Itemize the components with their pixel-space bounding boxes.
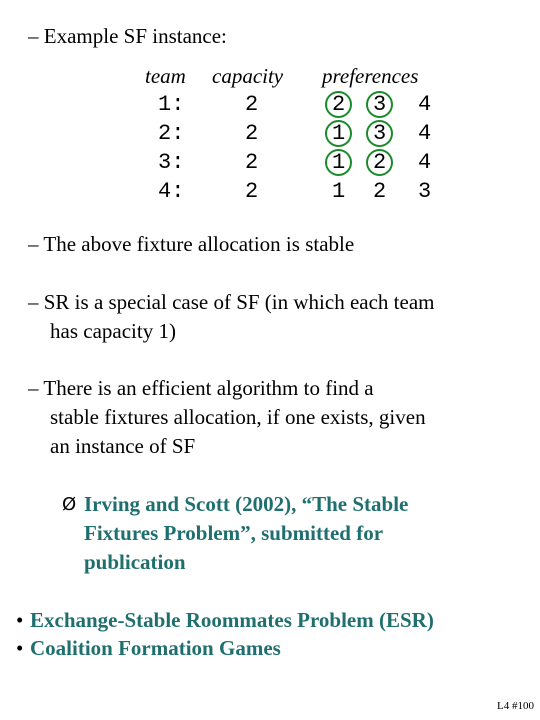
reference-line: publication (84, 550, 186, 574)
team-label: 1: (158, 92, 185, 117)
allocation-circle (325, 91, 352, 118)
point-line: stable fixtures allocation, if one exists, given (50, 405, 426, 429)
topic-esr: Exchange-Stable Roommates Problem (ESR) (30, 608, 434, 632)
capacity-value: 2 (245, 92, 259, 117)
pref-value: 4 (418, 150, 432, 175)
header-team: team (145, 64, 186, 88)
slide-number: L4 #100 (497, 700, 534, 712)
bullet-dot-icon: • (16, 608, 24, 632)
pref-value: 1 (332, 150, 346, 175)
pref-value: 3 (418, 179, 432, 204)
arrow-bullet-icon: Ø (62, 494, 77, 515)
allocation-circle (366, 149, 393, 176)
pref-value: 3 (373, 121, 387, 146)
reference-line: Irving and Scott (2002), “The Stable (84, 492, 409, 516)
pref-value: 2 (373, 179, 387, 204)
point-line: has capacity 1) (50, 319, 176, 343)
allocation-circle (366, 120, 393, 147)
capacity-value: 2 (245, 121, 259, 146)
pref-value: 1 (332, 179, 346, 204)
topic-coalition: Coalition Formation Games (30, 636, 281, 660)
point-line: – SR is a special case of SF (in which each team (28, 290, 435, 314)
bullet-dot-icon: • (16, 636, 24, 660)
pref-value: 4 (418, 121, 432, 146)
team-label: 3: (158, 150, 185, 175)
pref-value: 1 (332, 121, 346, 146)
point-line: – The above fixture allocation is stable (28, 232, 355, 256)
pref-value: 2 (373, 150, 387, 175)
team-label: 2: (158, 121, 185, 146)
point-line: an instance of SF (50, 434, 196, 458)
pref-value: 4 (418, 92, 432, 117)
header-capacity: capacity (212, 64, 284, 88)
header-preferences: preferences (322, 64, 419, 88)
pref-value: 2 (332, 92, 346, 117)
allocation-circle (325, 149, 352, 176)
allocation-circle (366, 91, 393, 118)
reference-line: Fixtures Problem”, submitted for (84, 521, 384, 545)
capacity-value: 2 (245, 179, 259, 204)
example-heading: – Example SF instance: (28, 24, 227, 48)
pref-value: 3 (373, 92, 387, 117)
point-line: – There is an efficient algorithm to find a (28, 376, 374, 400)
allocation-circle (325, 120, 352, 147)
capacity-value: 2 (245, 150, 259, 175)
team-label: 4: (158, 179, 185, 204)
